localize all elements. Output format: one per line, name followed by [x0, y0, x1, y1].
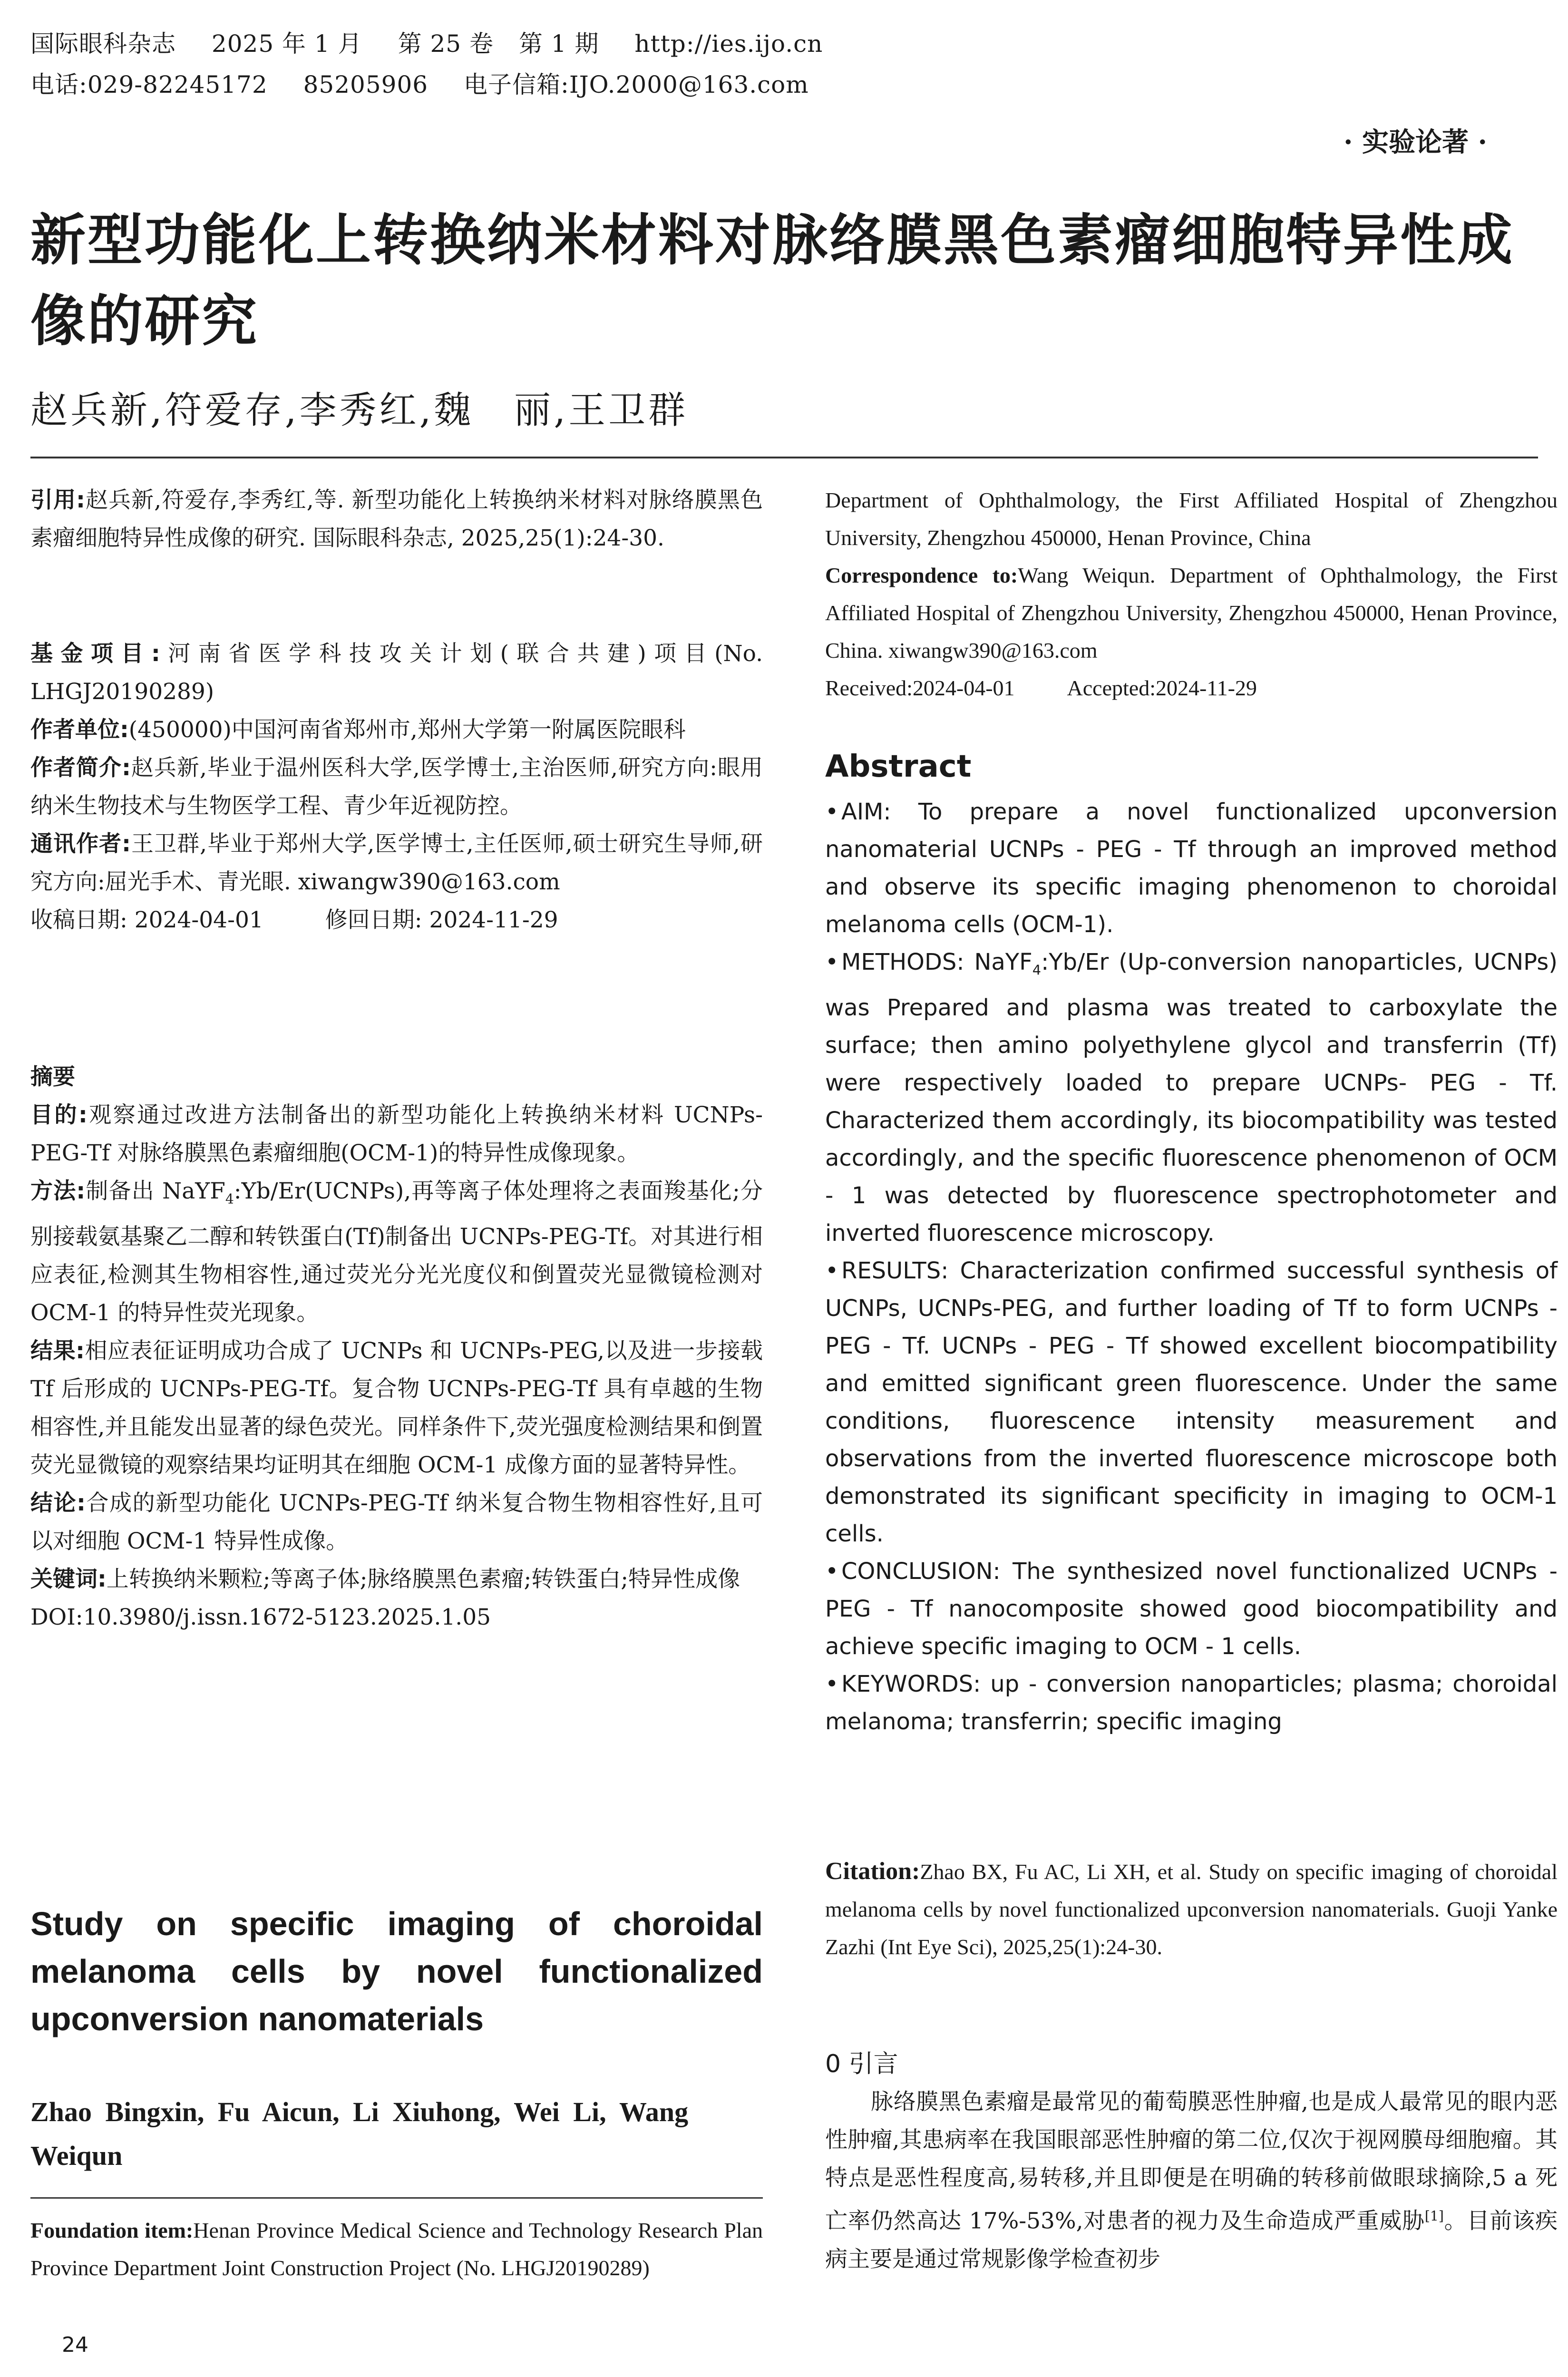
issue-number: 第 1 期: [518, 30, 599, 58]
received-date: 收稿日期: 2024-04-01: [30, 907, 263, 933]
methods-cn-text-a: 制备出 NaYF: [85, 1178, 225, 1204]
aim-en-label: AIM:: [841, 799, 891, 825]
corr-en-label: Correspondence to:: [825, 563, 1018, 587]
methods-en-sub: 4: [1032, 962, 1042, 978]
abstract-cn-heading: 摘要: [30, 1064, 75, 1090]
revised-date: 修回日期: 2024-11-29: [325, 907, 558, 933]
received-en: Received:2024-04-01: [825, 676, 1015, 700]
kw-en-label: KEYWORDS:: [841, 1670, 981, 1697]
corr-text: 王卫群,毕业于郑州大学,医学博士,主任医师,硕士研究生导师,研究方向:屈光手术、青光眼. xiwangw390@163.com: [30, 831, 763, 895]
concl-cn-label: 结论:: [30, 1490, 86, 1517]
page-number: 24: [62, 2333, 88, 2357]
citation-block: [30, 481, 763, 557]
aim-en-text: To prepare a novel functionalized upconversion nanomaterial UCNPs - PEG - Tf through an improved method and observe its specific imaging phenomenon to choroidal melanoma cells (OCM-1).: [825, 799, 1558, 938]
affiliation-en: [825, 481, 1558, 707]
foundation-divider: [30, 2197, 763, 2199]
results-cn-text: 相应表征证明成功合成了 UCNPs 和 UCNPs-PEG,以及进一步接载 Tf 后形成的 UCNPs-PEG-Tf。复合物 UCNPs-PEG-Tf 具有卓越的生物相容性,并且能发出显著的绿色荧光。同样条件下,荧光强度检测结果和倒置荧光显微镜的观察结果均证明其在细胞 OCM-1 成像方面的显著特异性。: [30, 1338, 763, 1479]
results-en-label: RESULTS:: [841, 1257, 949, 1284]
results-cn-label: 结果:: [30, 1338, 85, 1364]
intro-text-a: 脉络膜黑色素瘤是最常见的葡萄膜恶性肿瘤,也是成人最常见的眼内恶性肿瘤,其患病率在我国眼部恶性肿瘤的第二位,仅次于视网膜母细胞瘤。其特点是恶性程度高,易转移,并且即便是在明确的转移前做眼球摘除,5 a 死亡率仍然高达 17%-53%,对患者的视力及生命造成严重威胁: [825, 2089, 1558, 2234]
foundation-item: [30, 2211, 763, 2287]
phone2: 85205906: [303, 71, 429, 98]
kw-cn-text: 上转换纳米颗粒;等离子体;脉络膜黑色素瘤;转铁蛋白;特异性成像: [106, 1566, 740, 1593]
fund-text: 河南省医学科技攻关计划(联合共建)项目(No. LHGJ20190289): [30, 641, 763, 705]
authors-cn: 赵兵新,符爱存,李秀红,魏 丽,王卫群: [30, 389, 689, 432]
section-tag: · 实验论著 ·: [1344, 127, 1487, 158]
abstract-en: [825, 793, 1558, 1741]
fund-label: 基金项目:: [30, 641, 160, 667]
abstract-cn: [30, 1058, 763, 1637]
journal-name: 国际眼科杂志: [30, 30, 176, 58]
intro-text-b: 。目前该疾病主要是通过常规影像学检查初步: [825, 2208, 1558, 2272]
volume: 第 25 卷: [398, 30, 494, 58]
citation-en-label: Citation:: [825, 1858, 920, 1885]
accepted-en: Accepted:2024-11-29: [1067, 676, 1257, 700]
bullet: •: [825, 799, 839, 825]
english-title: Study on specific imaging of choroidal melanoma cells by novel functionalized upconversion nanomaterials: [30, 1905, 763, 2037]
running-header-line2: [30, 66, 837, 100]
methods-en-text-b: :Yb/Er (Up-conversion nanoparticles, UCNPs) was Prepared and plasma was treated to carboxylate the surface; then amino polyethylene glycol and transferrin (Tf) were respectively loaded to prepare UCNPs- PEG - Tf. Characterized them accordingly, its biocompatibility was tested accordingly, and the specific fluorescence phenomenon of OCM - 1 was detected by fluorescence spectrophotometer and inverted fluorescence microscopy.: [825, 949, 1558, 1247]
doi[interactable]: DOI:10.3980/j.issn.1672-5123.2025.1.05: [30, 1604, 491, 1631]
article-title: 新型功能化上转换纳米材料对脉络膜黑色素瘤细胞特异性成像的研究: [30, 208, 1514, 353]
foundation-label: Foundation item:: [30, 2218, 194, 2242]
methods-en-text-a: NaYF: [974, 949, 1032, 975]
affiliation-text: Department of Ophthalmology, the First Affiliated Hospital of Zhengzhou University, Zhengzhou 450000, Henan Province, China: [825, 488, 1558, 550]
email[interactable]: 电子信箱:IJO.2000@163.com: [463, 71, 809, 98]
introduction: [825, 2045, 1558, 2279]
concl-en-label: CONCLUSION:: [841, 1558, 1001, 1585]
citation-label: 引用:: [30, 487, 85, 513]
kw-cn-label: 关键词:: [30, 1566, 107, 1593]
concl-en-text: The synthesized novel functionalized UCNPs - PEG - Tf nanocomposite showed good biocompatibility and achieve specific imaging to OCM - 1 cells.: [825, 1558, 1558, 1660]
bullet: •: [825, 1558, 839, 1585]
phone: 电话:029-82245172: [30, 71, 268, 98]
issue-date: 2025 年 1 月: [211, 30, 362, 58]
intro-heading: 0 引言: [825, 2050, 898, 2078]
citation-en-text: Zhao BX, Fu AC, Li XH, et al. Study on specific imaging of choroidal melanoma cells by novel functionalized upconversion nanomaterials. Guoji Yanke Zazhi (Int Eye Sci), 2025,25(1):24-30.: [825, 1860, 1558, 1959]
methods-en-label: METHODS:: [841, 949, 964, 975]
bullet: •: [825, 1257, 839, 1284]
kw-en-text: up - conversion nanoparticles; plasma; choroidal melanoma; transferrin; specific imaging: [825, 1670, 1558, 1735]
unit-text: (450000)中国河南省郑州市,郑州大学第一附属医院眼科: [128, 717, 686, 743]
bullet: •: [825, 949, 839, 975]
top-divider: [30, 457, 1538, 458]
citation-en: [825, 1852, 1558, 1966]
citation-text: 赵兵新,符爱存,李秀红,等. 新型功能化上转换纳米材料对脉络膜黑色素瘤细胞特异性成像的研究. 国际眼科杂志, 2025,25(1):24-30.: [30, 487, 763, 551]
running-header-line1: [30, 25, 850, 59]
intro-ref[interactable]: [1]: [1424, 2208, 1444, 2224]
aim-cn-text: 观察通过改进方法制备出的新型功能化上转换纳米材料 UCNPs-PEG-Tf 对脉络膜黑色素瘤细胞(OCM-1)的特异性成像现象。: [30, 1102, 763, 1166]
methods-cn-label: 方法:: [30, 1178, 86, 1204]
abstract-en-heading: Abstract: [825, 749, 972, 784]
bio-label: 作者简介:: [30, 755, 131, 781]
corr-label: 通讯作者:: [30, 831, 131, 857]
methods-cn-text-b: :Yb/Er(UCNPs),再等离子体处理将之表面羧基化;分别接载氨基聚乙二醇和转铁蛋白(Tf)制备出 UCNPs-PEG-Tf。对其进行相应表征,检测其生物相容性,通过荧光分光光度仪和倒置荧光显微镜检测对 OCM-1 的特异性荧光现象。: [30, 1178, 763, 1326]
methods-cn-sub: 4: [225, 1191, 234, 1207]
bio-text: 赵兵新,毕业于温州医科大学,医学博士,主治医师,研究方向:眼用纳米生物技术与生物医学工程、青少年近视防控。: [30, 755, 763, 819]
unit-label: 作者单位:: [30, 717, 129, 743]
english-authors: Zhao Bingxin, Fu Aicun, Li Xiuhong, Wei Li, Wang Weiqun: [30, 2096, 689, 2171]
concl-cn-text: 合成的新型功能化 UCNPs-PEG-Tf 纳米复合物生物相容性好,且可以对细胞 OCM-1 特异性成像。: [30, 1490, 763, 1555]
results-en-text: Characterization confirmed successful synthesis of UCNPs, UCNPs-PEG, and further loading of Tf to form UCNPs - PEG - Tf. UCNPs - PEG - Tf showed excellent biocompatibility and emitted significant green fluorescence. Under the same conditions, fluorescence intensity measurement and observations from the inverted fluorescence microscope both demonstrated its significant specificity in imaging to OCM-1 cells.: [825, 1257, 1558, 1547]
journal-url[interactable]: http://ies.ijo.cn: [634, 30, 823, 58]
aim-cn-label: 目的:: [30, 1102, 88, 1128]
foundation-text: Henan Province Medical Science and Technology Research Plan Province Department Joint Construction Project (No. LHGJ20190289): [30, 2218, 763, 2280]
bullet: •: [825, 1670, 839, 1697]
corr-en-text: Wang Weiqun. Department of Ophthalmology, the First Affiliated Hospital of Zhengzhou University, Zhengzhou 450000, Henan Province, China. xiwangw390@163.com: [825, 563, 1558, 662]
article-info: [30, 635, 763, 939]
